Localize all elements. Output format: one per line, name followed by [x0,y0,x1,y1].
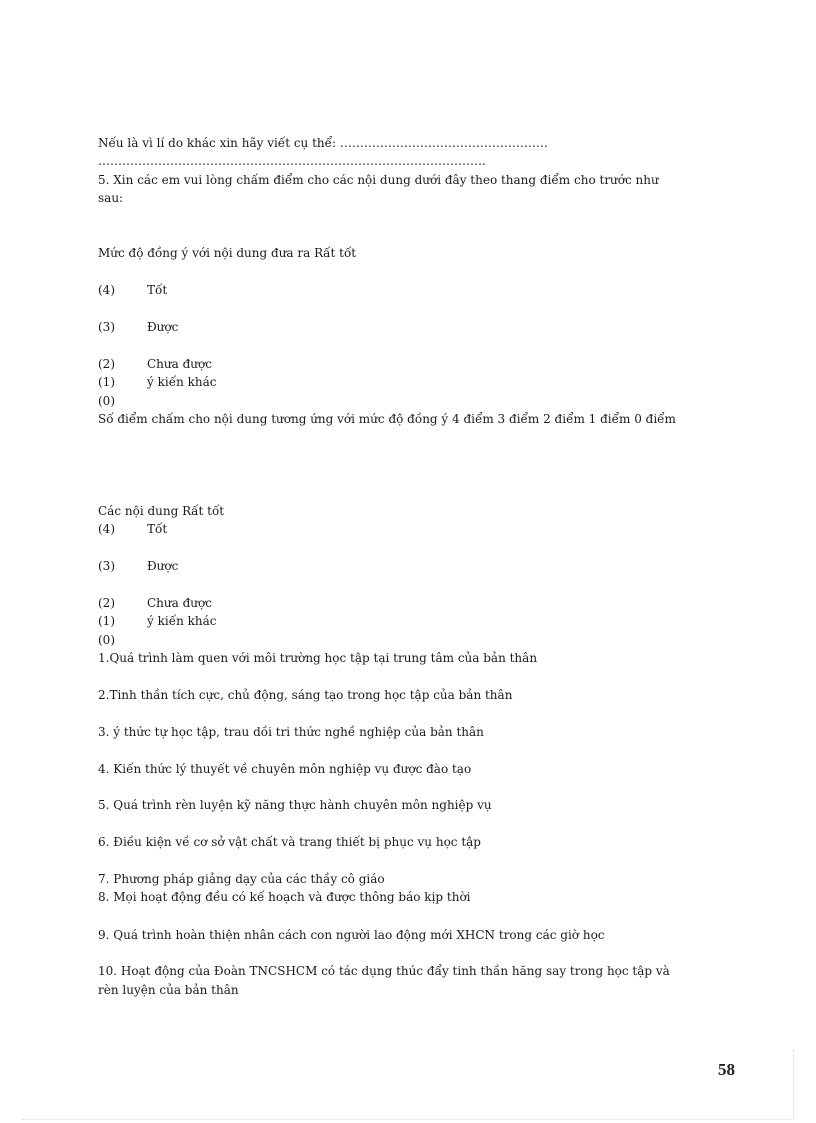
scale-label: Tốt [147,522,168,536]
scale-1-row [98,375,217,390]
points-line: Số điểm chấm cho nội dung tương ứng với mức độ đồng ý 4 điểm 3 điểm 2 điểm 1 điểm 0 điểm [98,412,676,426]
content-item: 4. Kiến thức lý thuyết về chuyên môn nghiệp vụ được đào tạo [98,762,472,776]
scale-code: (0) [98,633,115,647]
scale-2-header: Các nội dung Rất tốt [98,504,225,518]
content-item: 6. Điều kiện về cơ sở vật chất và trang thiết bị phục vụ học tập [98,835,481,849]
scale-2-row [98,614,217,629]
content-item: 10. Hoạt động của Đoàn TNCSHCM có tác dụng thúc đẩy tinh thần hăng say trong học tập và [98,964,670,978]
scale-code: (2) [98,596,115,610]
page-number: 58 [718,1060,735,1079]
scale-code: (1) [98,614,115,628]
scale-1-row [98,357,212,372]
question-5-line-2: sau: [98,191,124,205]
question-5-line-1: 5. Xin các em vui lòng chấm điểm cho các nội dung dưới đây theo thang điểm cho trước như [98,173,659,187]
content-item: 2.Tinh thần tích cực, chủ động, sáng tạo trong học tập của bản thân [98,688,513,702]
scale-code: (3) [98,559,115,573]
scale-label: Tốt [147,283,168,297]
scale-label: ý kiến khác [147,375,217,389]
scale-label: ý kiến khác [147,614,217,628]
scale-code: (0) [98,394,115,408]
content-item: 1.Quá trình làm quen với môi trường học tập tại trung tâm của bản thân [98,651,538,665]
scale-label: Chưa được [147,596,212,610]
page-border-right [793,1050,794,1120]
scale-2-row [98,633,147,648]
scale-code: (4) [98,522,115,536]
scale-1-row [98,394,147,409]
content-item: 8. Mọi hoạt động đều có kế hoạch và được thông báo kịp thời [98,890,471,904]
scale-code: (2) [98,357,115,371]
scale-code: (4) [98,283,115,297]
scale-code: (3) [98,320,115,334]
other-reason-prompt: Nếu là vì lí do khác xin hãy viết cụ thể: ……………………………………………. [98,136,548,150]
content-item: 9. Quá trình hoàn thiện nhân cách con người lao động mới XHCN trong các giờ học [98,928,605,942]
scale-2-row [98,596,212,611]
content-item: 5. Quá trình rèn luyện kỹ năng thực hành chuyên môn nghiệp vụ [98,798,492,812]
page-border-bottom [22,1119,794,1120]
content-item: 7. Phương pháp giảng dạy của các thầy cô giáo [98,872,385,886]
scale-2-row [98,522,167,537]
scale-1-header: Mức độ đồng ý với nội dung đưa ra Rất tốt [98,246,357,260]
scale-1-row [98,320,178,335]
content-item-continuation: rèn luyện của bản thân [98,983,239,997]
scale-2-row [98,559,178,574]
scale-label: Được [147,320,179,334]
other-reason-dots: ……………………………………………………………………………………. [98,154,486,168]
scale-label: Được [147,559,179,573]
scale-label: Chưa được [147,357,212,371]
scale-1-row [98,283,167,298]
content-item: 3. ý thức tự học tập, trau dồi tri thức nghề nghiệp của bản thân [98,725,484,739]
scale-code: (1) [98,375,115,389]
